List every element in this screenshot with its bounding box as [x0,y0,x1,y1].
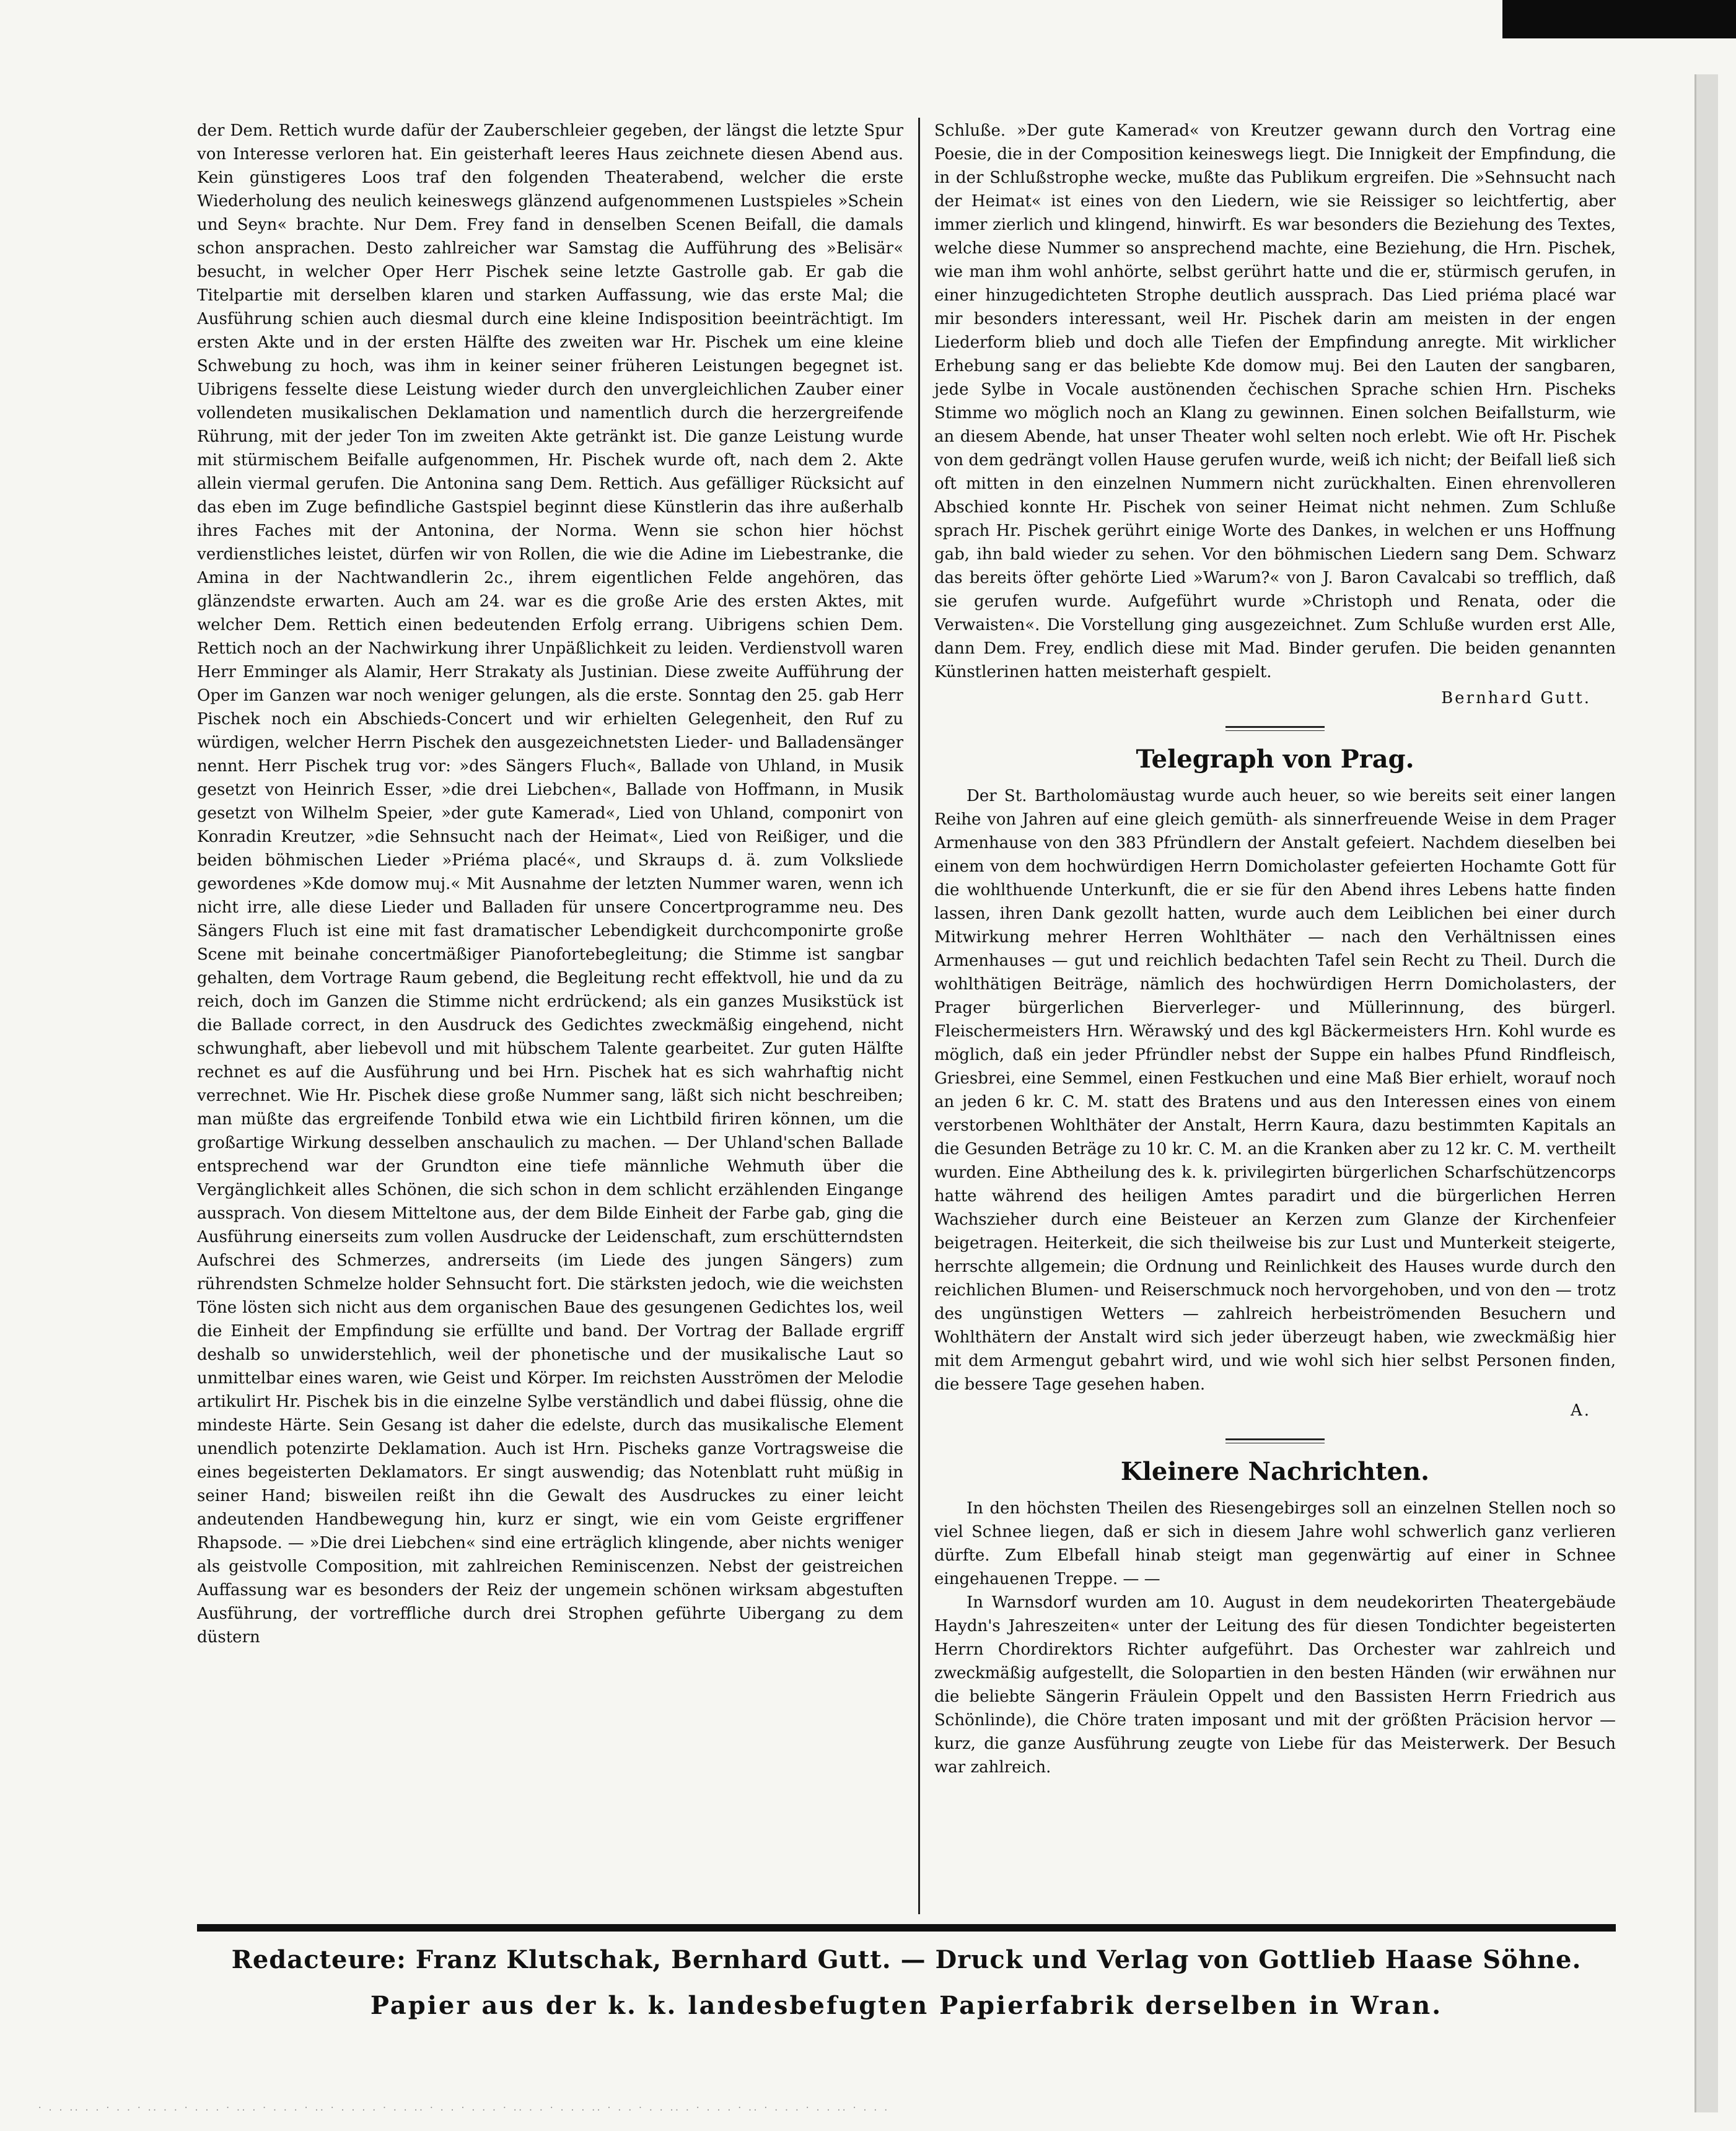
imprint-line: Redacteure: Franz Klutschak, Bernhard Gutt. — Druck und Verlag von Gottlieb Haase Söhne. [231,1945,1582,1974]
section-divider [1225,726,1325,731]
footer-rule [197,1924,1616,1932]
section-divider [1225,1438,1325,1443]
left-column [197,119,903,1649]
page-edge [1694,74,1718,2112]
scan-border [1502,0,1736,38]
column-divider [918,118,920,1914]
news-heading: Kleinere Nachrichten. [1120,1457,1430,1486]
news-item: In Warnsdorf wurden am 10. August in dem neudekorirten Theatergebäude Haydn's Jahreszeiten« unter der Leitung des für diesen Tondichter begeisterten Herrn Chordirektors Richter aufgeführt. Das Orchester war zahlreich und zweckmäßig aufgestellt, die Solopartien in den besten Händen (wir erwähnen nur die beliebte Sängerin Fräulein Oppelt und den Bassisten Herrn Friedrich aus Schönlinde), die Chöre traten imposant und mit der größten Präcision hervor — kurz, die ganze Ausführung zeugte von Liebe für das Meisterwerk. Der Besuch war zahlreich. [934,1593,1616,1777]
telegraph-text: Der St. Bartholomäustag wurde auch heuer, so wie bereits seit einer langen Reihe von Jahren auf eine gleich gemüth- als sinnerfreuende Weise in dem Prager Armenhause von den 383 Pfründlern der Anstalt gefeiert. Nachdem dieselben bei einem von dem hochwürdigen Herrn Domicholaster gefeierten Hochamte Gott für die wohlthuende Unterkunft, die er sie für den Abend ihres Lebens hatte finden lassen, ihren Dank gezollt hatten, wurde auch dem Leiblichen bei einer durch Mitwirkung mehrer Herren Wohlthäter — nach den Verhältnissen eines Armenhauses — gut und reichlich bedachten Tafel sein Recht zu Theil. Durch die wohlthätigen Beiträge, nämlich des hochwürdigen Herrn Domicholasters, der Prager bürgerlichen Bierverleger- und Müllerinnung, des bürgerl. Fleischermeisters Hrn. Wěrawský und des kgl Bäckermeisters Hrn. Kohl wurde es möglich, daß ein jeder Pfründler nebst der Suppe ein halbes Pfund Rindfleisch, Griesbrei, eine Semmel, einen Festkuchen und eine Maß Bier erhielt, worauf noch an jeden 6 kr. C. M. statt des Bratens und aus den Interessen eines von einem verstorbenen Wohlthäter der Anstalt, Herrn Kaura, dazu bestimmten Kapitals an die Gesunden Beträge zu 10 kr. C. M. an die Kranken aber zu 12 kr. C. M. vertheilt wurden. Eine Abtheilung des k. k. privilegirten bürgerlichen Scharfschützencorps hatte während des heiligen Amtes paradirt und die bürgerlichen Herren Wachszieher durch eine Beisteuer an Kerzen zum Glanze der Kirchenfeier beigetragen. Heiterkeit, die sich theilweise bis zur Lust und Munterkeit steigerte, herrschte allgemein; die Ordnung und Reinlichkeit des Hauses wurde durch den reichlichen Blumen- und Reiserschmuck noch hervorgehoben, und von den — trotz des ungünstigen Wetters — zahlreich herbeiströmenden Besuchern und Wohlthätern der Anstalt wird sich jeder überzeugt haben, wie zweckmäßig hier mit dem Armengut gebahrt wird, und wie wohl sich hier selbst Personen finden, die bessere Tage gesehen haben. [934,787,1616,1394]
telegraph-heading: Telegraph von Prag. [1136,745,1414,774]
telegraph-signature: A. [1570,1401,1591,1420]
scan-artifact: · . . .. . . · . . · .. . . · . . . · .. . · . . . · .. · . . . . · . . .. · . . · . . . · .. . . · . . . .. · . . · . . .. . · . . . · .. · . . . · . . .. · . . . [37,2103,888,2113]
review-signature: Bernhard Gutt. [1441,689,1591,707]
news-item: In den höchsten Theilen des Riesengebirges soll an einzelnen Stellen noch so viel Schnee liegen, daß er sich in diesem Jahre wohl schwerlich ganz verlieren dürfte. Zum Elbefall hinab steigt man gegenwärtig auf einer in Schnee eingehauenen Treppe. — — [934,1499,1616,1588]
theater-review-continued: Schluße. »Der gute Kamerad« von Kreutzer gewann durch den Vortrag eine Poesie, die in der Composition keineswegs liegt. Die Innigkeit der Empfindung, die in der Schlußstrophe wecke, mußte das Publikum ergreifen. Die »Sehnsucht nach der Heimat« ist eines von den Liedern, wie sie Reissiger so leichtfertig, aber immer zierlich und klingend, hinwirft. Es war besonders die Beziehung des Textes, welche diese Nummer so ansprechend machte, eine Beziehung, die Hrn. Pischek, wie man ihm wohl anhörte, selbst gerührt hatte und die er, stürmisch gerufen, in einer hinzugedichteten Strophe deutlich aussprach. Das Lied priéma placé war mir besonders interessant, weil Hr. Pischek darin am meisten in der engen Liederform blieb und doch alle Tiefen der Empfindung anregte. Mit wirklicher Erhebung sang er das beliebte Kde domow muj. Bei den Lauten der sangbaren, jede Sylbe in Vocale austönenden čechischen Sprache schien Hrn. Pischeks Stimme wo möglich noch an Klang zu gewinnen. Einen solchen Beifallsturm, wie an diesem Abende, hat unser Theater wohl selten noch erlebt. Wie oft Hr. Pischek von dem gedrängt vollen Hause gerufen wurde, weiß ich nicht; der Beifall ließ sich oft mitten in den einzelnen Nummern nicht zurückhalten. Einen ehrenvolleren Abschied konnte Hr. Pischek von seiner Heimat nicht nehmen. Zum Schluße sprach Hr. Pischek gerührt einige Worte des Dankes, in welchen er uns Hoffnung gab, ihn bald wieder zu sehen. Vor den böhmischen Liedern sang Dem. Schwarz das bereits öfter gehörte Lied »Warum?« von J. Baron Cavalcabi so trefflich, daß sie gerufen wurde. Aufgeführt wurde »Christoph und Renata, oder die Verwaisten«. Die Vorstellung ging ausgezeichnet. Zum Schluße wurden erst Alle, dann Dem. Frey, endlich diese mit Mad. Binder gerufen. Die beiden genannten Künstlerinen hatten meisterhaft gespielt. [934,121,1616,681]
theater-review-text: der Dem. Rettich wurde dafür der Zauberschleier gegeben, der längst die letzte Spur von Interesse verloren hat. Ein geisterhaft leeres Haus zeichnete diesen Abend aus. Kein günstigeres Loos traf den folgenden Theaterabend, welcher die erste Wiederholung des neulich keineswegs glänzend aufgenommenen Lustspieles »Schein und Seyn« brachte. Nur Dem. Frey fand in denselben Scenen Beifall, die damals schon ansprachen. Desto zahlreicher war Samstag die Aufführung des »Belisär« besucht, in welcher Oper Herr Pischek seine letzte Gastrolle gab. Er gab die Titelpartie mit derselben klaren und starken Auffassung, wie das erste Mal; die Ausführung schien auch diesmal durch eine kleine Indisposition beeinträchtigt. Im ersten Akte und in der ersten Hälfte des zweiten war Hr. Pischek um eine kleine Schwebung zu hoch, was ihm in keiner seiner früheren Leistungen begegnet ist. Uibrigens fesselte diese Leistung wieder durch den unvergleichlichen Zauber einer vollendeten musikalischen Deklamation und namentlich durch die herzergreifende Rührung, mit der jeder Ton im zweiten Akte getränkt ist. Die ganze Leistung wurde mit stürmischem Beifalle aufgenommen, Hr. Pischek wurde oft, nach dem 2. Akte allein viermal gerufen. Die Antonina sang Dem. Rettich. Aus gefälliger Rücksicht auf das eben im Zuge befindliche Gastspiel beginnt diese Künstlerin das ihre außerhalb ihres Faches mit der Antonina, der Norma. Wenn sie schon hier höchst verdienstliches leistet, dürfen wir von Rollen, die wie die Adine im Liebestranke, die Amina in der Nachtwandlerin 2c., ihrem eigentlichen Felde angehören, das glänzendste erwarten. Auch am 24. war es die große Arie des ersten Aktes, mit welcher Dem. Rettich einen bedeutenden Erfolg errang. Uibrigens schien Dem. Rettich noch an der Nachwirkung ihrer Unpäßlichkeit zu leiden. Verdienstvoll waren Herr Emminger als Alamir, Herr Strakaty als Justinian. Diese zweite Aufführung der Oper im Ganzen war noch weniger gelungen, als die erste. Sonntag den 25. gab Herr Pischek noch ein Abschieds-Concert und wir erhielten Gelegenheit, den Ruf zu würdigen, welcher Herrn Pischek den ausgezeichnetsten Lieder- und Balladensänger nennt. Herr Pischek trug vor: »des Sängers Fluch«, Ballade von Uhland, in Musik gesetzt von Heinrich Esser, »die drei Liebchen«, Ballade von Hoffmann, in Musik gesetzt von Wilhelm Speier, »der gute Kamerad«, Lied von Uhland, componirt von Konradin Kreutzer, »die Sehnsucht nach der Heimat«, Lied von Reißiger, und die beiden böhmischen Lieder »Priéma placé«, und Skraups d. ä. zum Volksliede gewordenes »Kde domow muj.« Mit Ausnahme der letzten Nummer waren, wenn ich nicht irre, alle diese Lieder und Balladen für unsere Concertprogramme neu. Des Sängers Fluch ist eine mit fast dramatischer Lebendigkeit durchcomponirte große Scene mit beinahe concertmäßiger Pianofortebegleitung; die Stimme ist sangbar gehalten, dem Vortrage Raum gebend, die Begleitung recht effektvoll, hie und da zu reich, doch im Ganzen die Stimme nicht erdrückend; als ein ganzes Musikstück ist die Ballade correct, in den Ausdruck des Gedichtes zweckmäßig eingehend, nicht schwunghaft, aber liebevoll und mit hübschem Talente gearbeitet. Zur guten Hälfte rechnet es auf die Ausführung und bei Hrn. Pischek hat es sich wahrhaftig nicht verrechnet. Wie Hr. Pischek diese große Nummer sang, läßt sich nicht beschreiben; man müßte das ergreifende Tonbild etwa wie ein Lichtbild firiren können, um die großartige Wirkung desselben anschaulich zu machen. — Der Uhland'schen Ballade entsprechend war der Grundton eine tiefe männliche Wehmuth über die Vergänglichkeit alles Schönen, die sich schon in dem schlicht erzählenden Eingange aussprach. Von diesem Mitteltone aus, der dem Bilde Einheit der Farbe gab, ging die Ausführung einerseits zum vollen Ausdrucke der Leidenschaft, zum erschütterndsten Aufschrei des Schmerzes, andrerseits (im Liede des jungen Sängers) zum rührendsten Schmelze holder Sehnsucht fort. Die stärksten jedoch, wie die weichsten Töne lösten sich nicht aus dem organischen Baue des gesungenen Gedichtes los, weil die Einheit der Empfindung sie erfüllte und band. Der Vortrag der Ballade ergriff deshalb so unwiderstehlich, weil der phonetische und der musikalische Laut so unmittelbar eines waren, wie Geist und Körper. Im reichsten Ausströmen der Melodie artikulirt Hr. Pischek bis in die einzelne Sylbe verständlich und dabei flüssig, ohne die mindeste Härte. Sein Gesang ist daher die edelste, durch das musikalische Element unendlich potenzirte Deklamation. Auch ist Hrn. Pischeks ganze Vortragsweise die eines begeisterten Deklamators. Er singt auswendig; das Notenblatt ruht müßig in seiner Hand; bisweilen reißt ihn die Gewalt des Ausdruckes zu einer leicht andeutenden Handbewegung hin, kurz er singt, wie ein vom Geiste ergriffener Rhapsode. — »Die drei Liebchen« sind eine erträglich klingende, aber nichts weniger als geistvolle Composition, mit zahlreichen Reminiscenzen. Nebst der geistreichen Auffassung war es besonders der Reiz der ungemein schönen wirksam abgestuften Ausführung, der vortreffliche durch drei Strophen geführte Uibergang zu dem düstern [197,121,903,1647]
paper-note: Papier aus der k. k. landesbefugten Papierfabrik derselben in Wran. [370,1991,1443,2020]
right-column [934,119,1616,1779]
